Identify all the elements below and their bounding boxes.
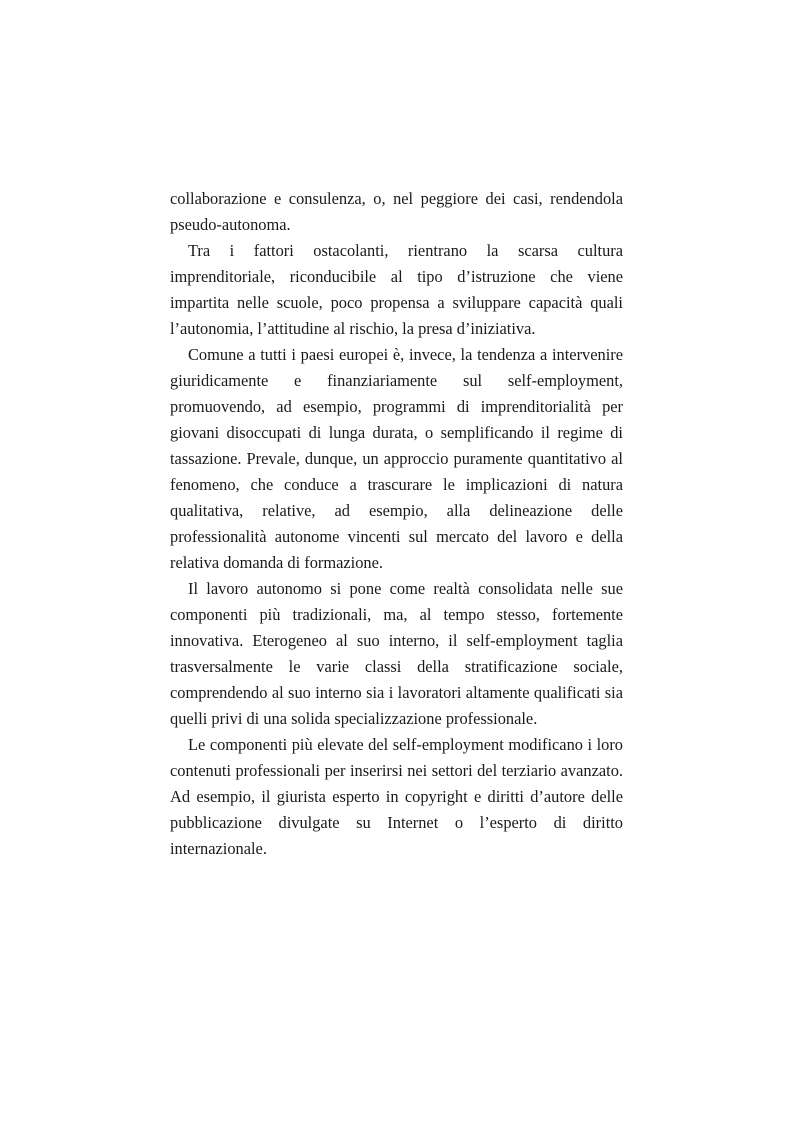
body-text bbox=[170, 186, 623, 862]
paragraph-higher-components: Le componenti più elevate del self-employment modificano i loro contenuti professionali per inserirsi nei settori del terziario avanzato. Ad esempio, il giurista esperto in copyright e diritti d’autore delle pubblicazione divulgate su Internet o l’esperto di diritto internazionale. bbox=[170, 735, 623, 858]
paragraph-self-employment: Il lavoro autonomo si pone come realtà consolidata nelle sue componenti più tradizionali, ma, al tempo stesso, fortemente innovativa. Eterogeneo al suo interno, il self-employment taglia trasversalmente le varie classi della stratificazione sociale, comprendendo al suo interno sia i lavoratori altamente qualificati sia quelli privi di una solida specializzazione professionale. bbox=[170, 579, 623, 728]
paragraph-continuation: collaborazione e consulenza, o, nel peggiore dei casi, rendendola pseudo-autonoma. bbox=[170, 189, 623, 234]
paragraph-obstacles: Tra i fattori ostacolanti, rientrano la scarsa cultura imprenditoriale, riconducibile al tipo d’istruzione che viene impartita nelle scuole, poco propensa a sviluppare capacità quali l’autonomia, l’attitudine al rischio, la presa d’iniziativa. bbox=[170, 241, 623, 338]
paragraph-european-trend: Comune a tutti i paesi europei è, invece, la tendenza a intervenire giuridicamente e finanziariamente sul self-employment, promuovendo, ad esempio, programmi di imprenditorialità per giovani disoccupati di lunga durata, o semplificando il regime di tassazione. Prevale, dunque, un approccio puramente quantitativo al fenomeno, che conduce a trascurare le implicazioni di natura qualitativa, relative, ad esempio, alla delineazione delle professionalità autonome vincenti sul mercato del lavoro e della relativa domanda di formazione. bbox=[170, 345, 623, 572]
